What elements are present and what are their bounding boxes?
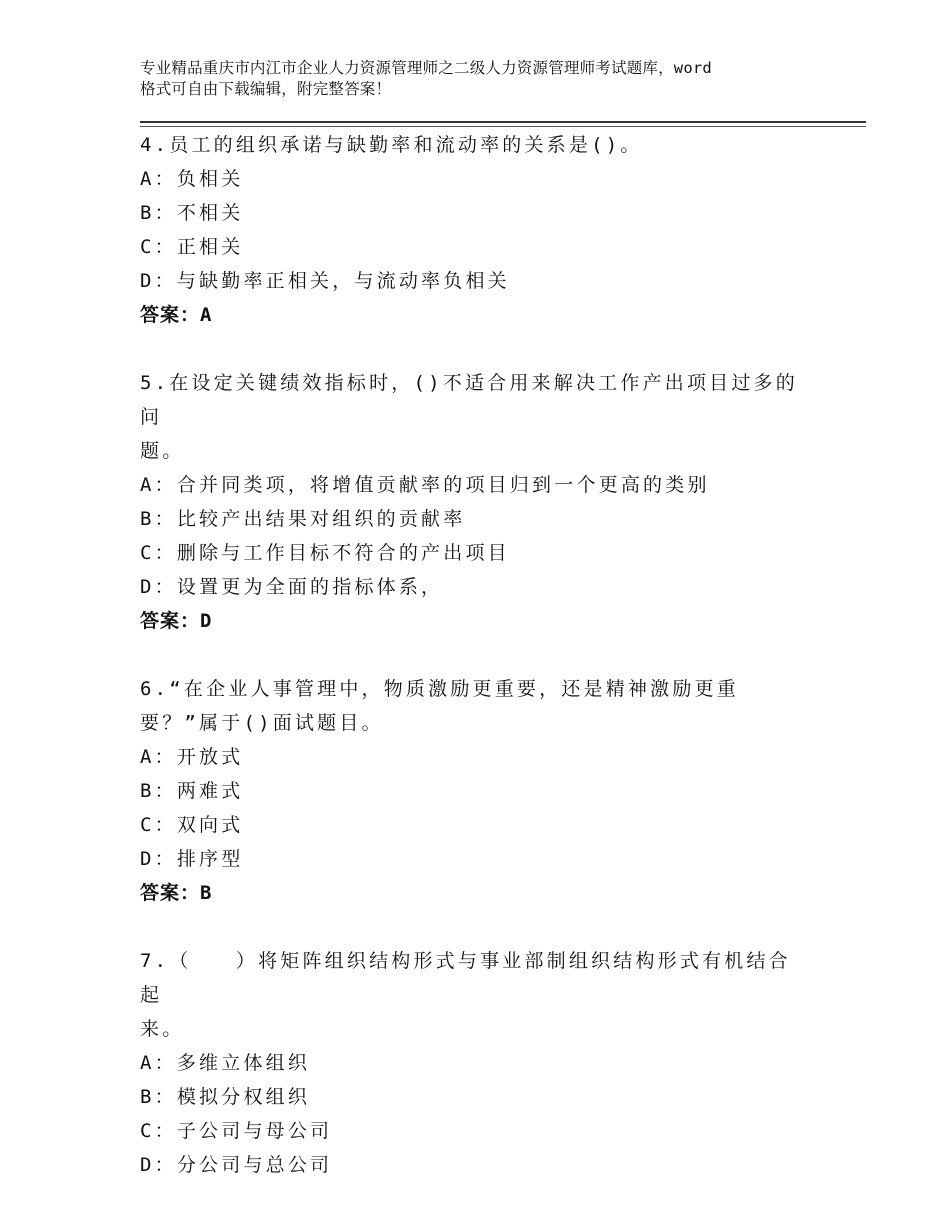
option-d: D：分公司与总公司 (140, 1154, 333, 1176)
document-header (140, 58, 840, 100)
question-stem-line-1: 5.在设定关键绩效指标时，()不适合用来解决工作产出项目过多的问 (140, 372, 798, 428)
header-divider-thick (140, 121, 866, 123)
option-c: C：双向式 (140, 814, 244, 836)
question-stem-line-2: 来。 (140, 1018, 185, 1040)
question-6 (140, 672, 840, 910)
answer-label: 答案：B (140, 882, 213, 904)
option-a: A：开放式 (140, 746, 244, 768)
option-a: A：负相关 (140, 168, 244, 190)
question-stem-line-2: 要？”属于()面试题目。 (140, 712, 384, 734)
question-spacer (140, 332, 840, 366)
option-c: C：子公司与母公司 (140, 1120, 333, 1142)
header-divider-thin (140, 126, 866, 127)
question-5 (140, 366, 840, 638)
question-stem-line-2: 题。 (140, 440, 185, 462)
option-b: B：比较产出结果对组织的贡献率 (140, 508, 466, 530)
option-a: A：合并同类项，将增值贡献率的项目归到一个更高的类别 (140, 474, 710, 496)
header-line-2: 格式可自由下载编辑，附完整答案！ (140, 80, 392, 98)
question-7 (140, 944, 840, 1182)
option-c: C：正相关 (140, 236, 244, 258)
header-line-1: 专业精品重庆市内江市企业人力资源管理师之二级人力资源管理师考试题库，word (140, 59, 712, 77)
option-d: D：设置更为全面的指标体系， (140, 576, 444, 598)
question-list (140, 128, 840, 1182)
option-d: D：与缺勤率正相关，与流动率负相关 (140, 270, 510, 292)
question-spacer (140, 910, 840, 944)
option-a: A：多维立体组织 (140, 1052, 311, 1074)
option-c: C：删除与工作目标不符合的产出项目 (140, 542, 510, 564)
option-b: B：模拟分权组织 (140, 1086, 311, 1108)
question-stem-line-1: 7.（ ）将矩阵组织结构形式与事业部制组织结构形式有机结合起 (140, 950, 791, 1006)
answer-label: 答案：D (140, 610, 213, 632)
question-4 (140, 128, 840, 332)
question-spacer (140, 638, 840, 672)
answer-label: 答案：A (140, 304, 213, 326)
option-b: B：两难式 (140, 780, 244, 802)
option-d: D：排序型 (140, 848, 244, 870)
option-b: B：不相关 (140, 202, 244, 224)
question-stem: 4.员工的组织承诺与缺勤率和流动率的关系是()。 (140, 134, 643, 156)
question-stem-line-1: 6.“在企业人事管理中，物质激励更重要，还是精神激励更重 (140, 678, 739, 700)
